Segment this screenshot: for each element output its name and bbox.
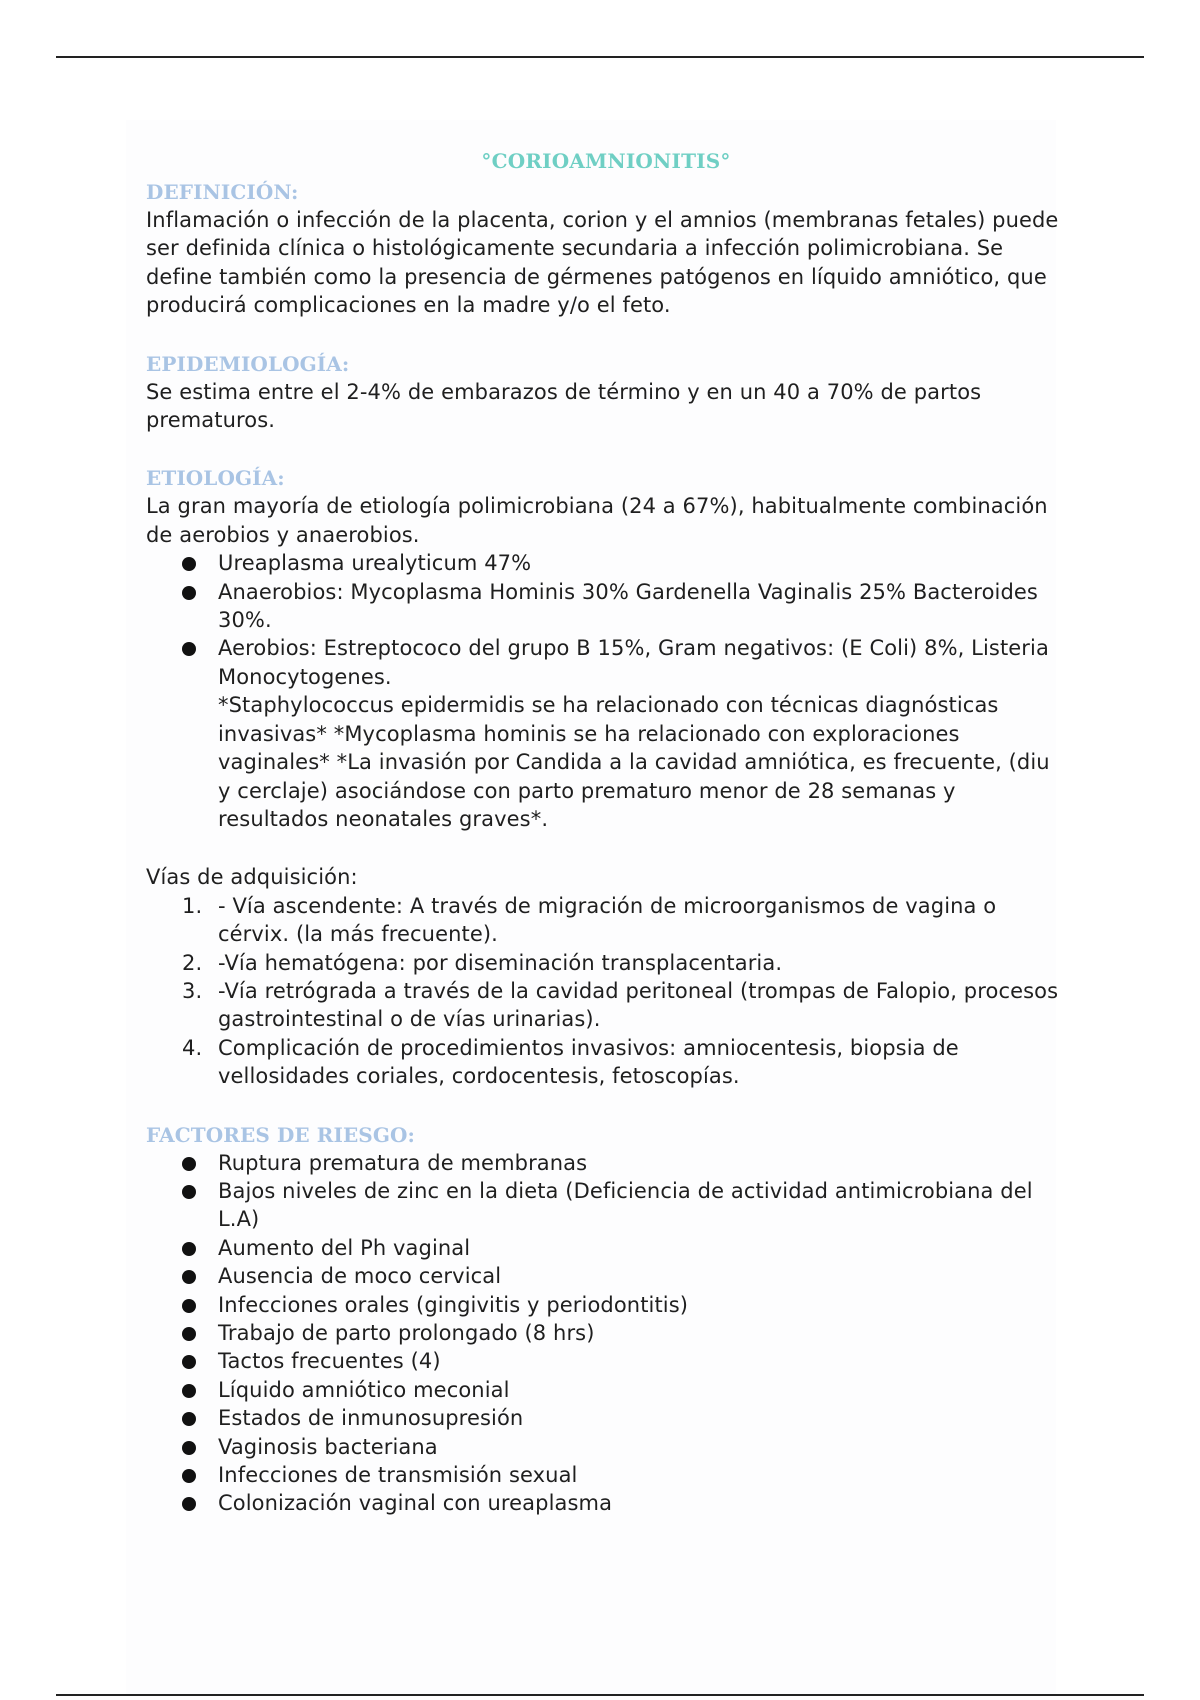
list-item	[146, 977, 1066, 1034]
factores-list	[146, 1149, 1066, 1518]
bullet-icon	[182, 1384, 196, 1398]
bullet-icon	[182, 1469, 196, 1483]
list-item	[146, 1433, 1066, 1461]
list-item	[146, 1319, 1066, 1347]
list-item-text: Aerobios: Estreptococo del grupo B 15%, Gram negativos: (E Coli) 8%, Listeria Monocytogenes.	[218, 636, 1049, 689]
section-epidemiologia	[146, 350, 1066, 435]
list-number: 3.	[182, 978, 203, 1003]
list-number: 1.	[182, 893, 203, 918]
section-etiologia	[146, 464, 1066, 833]
list-item-text: Estados de inmunosupresión	[218, 1406, 524, 1431]
list-item-text: Trabajo de parto prolongado (8 hrs)	[218, 1321, 595, 1345]
document-body	[146, 148, 1066, 1518]
list-item	[146, 578, 1066, 635]
bullet-icon	[182, 1157, 196, 1171]
list-item	[146, 1234, 1066, 1262]
list-item	[146, 1376, 1066, 1404]
list-item-text: Bajos niveles de zinc en la dieta (Deficiencia de actividad antimicrobiana del L.A)	[218, 1178, 1033, 1232]
list-item	[146, 1177, 1066, 1234]
section-vias	[146, 863, 1066, 1090]
list-item	[146, 1489, 1066, 1517]
list-item-text: -Vía retrógrada a través de la cavidad peritoneal (trompas de Falopio, procesos gastrointestinal o de vías urinarias).	[218, 978, 1059, 1032]
list-item-text: Infecciones de transmisión sexual	[218, 1463, 578, 1488]
definicion-text: Inflamación o infección de la placenta, corion y el amnios (membranas fetales) puede ser definida clínica o histológicamente secundaria a infección polimicrobiana. Se define también como la presencia de gérmenes patógenos en líquido amniótico, que producirá complicaciones en la madre y/o el feto.	[146, 208, 1059, 318]
bullet-icon	[182, 1270, 196, 1284]
list-item	[146, 549, 1066, 577]
list-item	[146, 892, 1066, 949]
bullet-icon	[182, 1412, 196, 1426]
bullet-icon	[182, 1327, 196, 1341]
list-item-text: Ureaplasma urealyticum 47%	[218, 551, 532, 576]
bottom-rule	[56, 1694, 1144, 1696]
list-item-text: Infecciones orales (gingivitis y periodontitis)	[218, 1292, 689, 1317]
list-item-text: Líquido amniótico meconial	[218, 1377, 510, 1402]
etiologia-list	[146, 549, 1066, 691]
list-item	[146, 1461, 1066, 1489]
spacer	[146, 833, 1066, 863]
section-definicion	[146, 178, 1066, 320]
spacer	[146, 434, 1066, 464]
bullet-icon	[182, 1441, 196, 1455]
bullet-icon	[182, 1242, 196, 1256]
bullet-icon	[182, 1299, 196, 1313]
document-title: °CORIOAMNIONITIS°	[481, 149, 731, 173]
list-item-text: Vaginosis bacteriana	[218, 1434, 438, 1459]
bullet-icon	[182, 1185, 196, 1199]
bullet-icon	[182, 642, 196, 656]
vias-label: Vías de adquisición:	[146, 865, 358, 890]
list-item	[146, 1262, 1066, 1290]
etiologia-text: La gran mayoría de etiología polimicrobiana (24 a 67%), habitualmente combinación de aerobios y anaerobios.	[146, 494, 1048, 547]
list-number: 2.	[182, 950, 203, 975]
list-item-text: Aumento del Ph vaginal	[218, 1235, 471, 1260]
list-item-text: Complicación de procedimientos invasivos: amniocentesis, biopsia de vellosidades coriales, cordocentesis, fetoscopías.	[218, 1035, 959, 1089]
list-item	[146, 1034, 1066, 1091]
list-item-text: Anaerobios: Mycoplasma Hominis 30% Gardenella Vaginalis 25% Bacteroides 30%.	[218, 579, 1038, 633]
list-item	[146, 1291, 1066, 1319]
vias-list	[146, 892, 1066, 1091]
top-rule	[56, 56, 1144, 58]
heading-epidemiologia: EPIDEMIOLOGÍA:	[146, 351, 350, 376]
bullet-icon	[182, 557, 196, 571]
list-item	[146, 1347, 1066, 1375]
heading-etiologia: ETIOLOGÍA:	[146, 466, 285, 491]
spacer	[146, 1091, 1066, 1121]
heading-definicion: DEFINICIÓN:	[146, 180, 299, 204]
heading-factores: FACTORES DE RIESGO:	[146, 1122, 416, 1147]
list-item-text: Tactos frecuentes (4)	[218, 1349, 441, 1374]
list-number: 4.	[182, 1035, 203, 1060]
list-item	[146, 949, 1066, 977]
epidemiologia-text: Se estima entre el 2-4% de embarazos de término y en un 40 a 70% de partos prematuros.	[146, 379, 982, 433]
bullet-icon	[182, 586, 196, 600]
list-item-text: Ausencia de moco cervical	[218, 1264, 502, 1289]
list-item-text: Ruptura prematura de membranas	[218, 1150, 588, 1175]
bullet-icon	[182, 1355, 196, 1369]
list-item	[146, 1149, 1066, 1177]
list-item	[146, 1404, 1066, 1432]
list-item-text: -Vía hematógena: por diseminación transplacentaria.	[218, 950, 783, 975]
bullet-icon	[182, 1497, 196, 1511]
list-item-text: Colonización vaginal con ureaplasma	[218, 1491, 613, 1516]
list-item	[146, 634, 1066, 691]
etiologia-note: *Staphylococcus epidermidis se ha relacionado con técnicas diagnósticas invasivas* *Mycoplasma hominis se ha relacionado con exploraciones vaginales* *La invasión por Candida a la cavidad amniótica, es frecuente, (diu y cerclaje) asociándose con parto prematuro menor de 28 semanas y resultados neonatales graves*.	[218, 693, 1050, 831]
list-item-text: - Vía ascendente: A través de migración de microorganismos de vagina o cérvix. (la más frecuente).	[218, 893, 997, 947]
section-factores	[146, 1121, 1066, 1518]
spacer	[146, 320, 1066, 350]
